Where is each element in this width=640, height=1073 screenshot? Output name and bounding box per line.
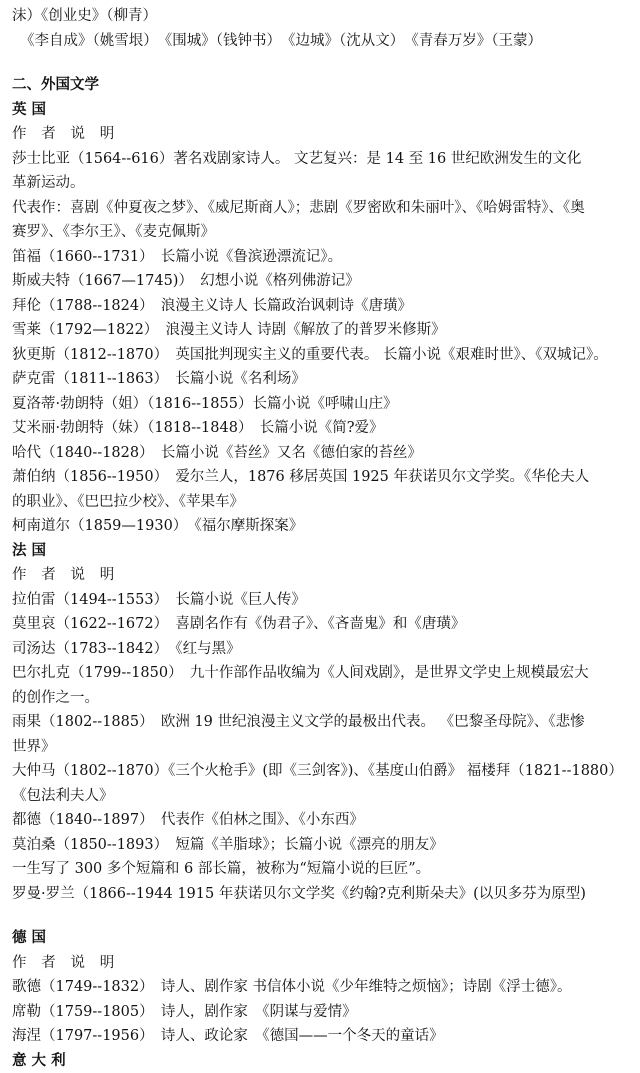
entry-line: 歌德（1749--1832） 诗人、剧作家 书信体小说《少年维特之烦恼》；诗剧《浮士德》。 bbox=[12, 975, 628, 1000]
entry-line: 夏洛蒂·勃朗特（姐）（1816--1855）长篇小说《呼啸山庄》 bbox=[12, 392, 628, 417]
column-header: 作 者 说 明 bbox=[12, 122, 628, 147]
country-heading-germany: 德 国 bbox=[12, 926, 628, 951]
entry-line: 都德（1840--1897） 代表作《伯林之围》、《小东西》 bbox=[12, 808, 628, 833]
text-line: 《李自成》（姚雪垠） 《围城》（钱钟书） 《边城》（沈从文） 《青春万岁》（王蒙） bbox=[12, 29, 628, 54]
entry-line: 巴尔扎克（1799--1850） 九十作部作品收编为《人间戏剧》，是世界文学史上规模最宏大 bbox=[12, 661, 628, 686]
entry-line: 大仲马（1802--1870）《三个火枪手》(即《三剑客》)、《基度山伯爵》 福楼拜（1821--1880） bbox=[12, 759, 628, 784]
entry-line: 萨克雷（1811--1863） 长篇小说《名利场》 bbox=[12, 367, 628, 392]
entry-line: 赛罗》、《李尔王》、《麦克佩斯》 bbox=[12, 220, 628, 245]
entry-line: 哈代（1840--1828） 长篇小说《苔丝》又名《德伯家的苔丝》 bbox=[12, 441, 628, 466]
entry-line: 世界》 bbox=[12, 735, 628, 760]
entry-line: 狄更斯（1812--1870） 英国批判现实主义的重要代表。 长篇小说《艰难时世》、《双城记》。 bbox=[12, 343, 628, 368]
entry-line: 席勒（1759--1805） 诗人，剧作家 《阴谋与爱情》 bbox=[12, 1000, 628, 1025]
entry-line: 的创作之一。 bbox=[12, 686, 628, 711]
country-heading-italy: 意 大 利 bbox=[12, 1049, 628, 1073]
country-heading-uk: 英 国 bbox=[12, 98, 628, 123]
entry-line: 拉伯雷（1494--1553） 长篇小说《巨人传》 bbox=[12, 588, 628, 613]
entry-line: 代表作：喜剧《仲夏夜之梦》、《威尼斯商人》；悲剧《罗密欧和朱丽叶》、《哈姆雷特》、《奥 bbox=[12, 196, 628, 221]
entry-line: 雨果（1802--1885） 欧洲 19 世纪浪漫主义文学的最极出代表。 《巴黎圣母院》、《悲惨 bbox=[12, 710, 628, 735]
spacer bbox=[12, 906, 628, 926]
entry-line: 萧伯纳（1856--1950） 爱尔兰人，1876 移居英国 1925 年获诺贝尔文学奖。《华伦夫人 bbox=[12, 465, 628, 490]
entry-line: 司汤达（1783--1842） 《红与黑》 bbox=[12, 637, 628, 662]
entry-line: 海涅（1797--1956） 诗人、政论家 《德国——一个冬天的童话》 bbox=[12, 1024, 628, 1049]
spacer bbox=[12, 53, 628, 73]
entry-line: 的职业》、《巴巴拉少校》、《苹果车》 bbox=[12, 490, 628, 515]
entry-line: 莎士比亚（1564--616）著名戏剧家诗人。 文艺复兴：是 14 至 16 世纪欧洲发生的文化 bbox=[12, 147, 628, 172]
entry-line: 罗曼·罗兰（1866--1944 1915 年获诺贝尔文学奖《约翰?克利斯朵夫》(以贝多芬为原型) bbox=[12, 882, 628, 907]
country-heading-france: 法 国 bbox=[12, 539, 628, 564]
entry-line: 一生写了 300 多个短篇和 6 部长篇，被称为“短篇小说的巨匠”。 bbox=[12, 857, 628, 882]
text-line: 沫）《创业史》（柳青） bbox=[12, 4, 628, 29]
column-header: 作 者 说 明 bbox=[12, 563, 628, 588]
entry-line: 拜伦（1788--1824） 浪漫主义诗人 长篇政治讽刺诗《唐璜》 bbox=[12, 294, 628, 319]
entry-line: 柯南道尔（1859—1930） 《福尔摩斯探案》 bbox=[12, 514, 628, 539]
section-heading-foreign-literature: 二、外国文学 bbox=[12, 73, 628, 98]
entry-line: 莫里哀（1622--1672） 喜剧名作有《伪君子》、《吝啬鬼》和《唐璜》 bbox=[12, 612, 628, 637]
column-header: 作 者 说 明 bbox=[12, 951, 628, 976]
entry-line: 艾米丽·勃朗特（妹）（1818--1848） 长篇小说《简?爱》 bbox=[12, 416, 628, 441]
entry-line: 斯威夫特（1667—1745)） 幻想小说《格列佛游记》 bbox=[12, 269, 628, 294]
entry-line: 莫泊桑（1850--1893） 短篇《羊脂球》；长篇小说《漂亮的朋友》 bbox=[12, 833, 628, 858]
entry-line: 革新运动。 bbox=[12, 171, 628, 196]
entry-line: 《包法利夫人》 bbox=[12, 784, 628, 809]
entry-line: 雪莱（1792—1822） 浪漫主义诗人 诗剧《解放了的普罗米修斯》 bbox=[12, 318, 628, 343]
entry-line: 笛福（1660--1731） 长篇小说《鲁滨逊漂流记》。 bbox=[12, 245, 628, 270]
